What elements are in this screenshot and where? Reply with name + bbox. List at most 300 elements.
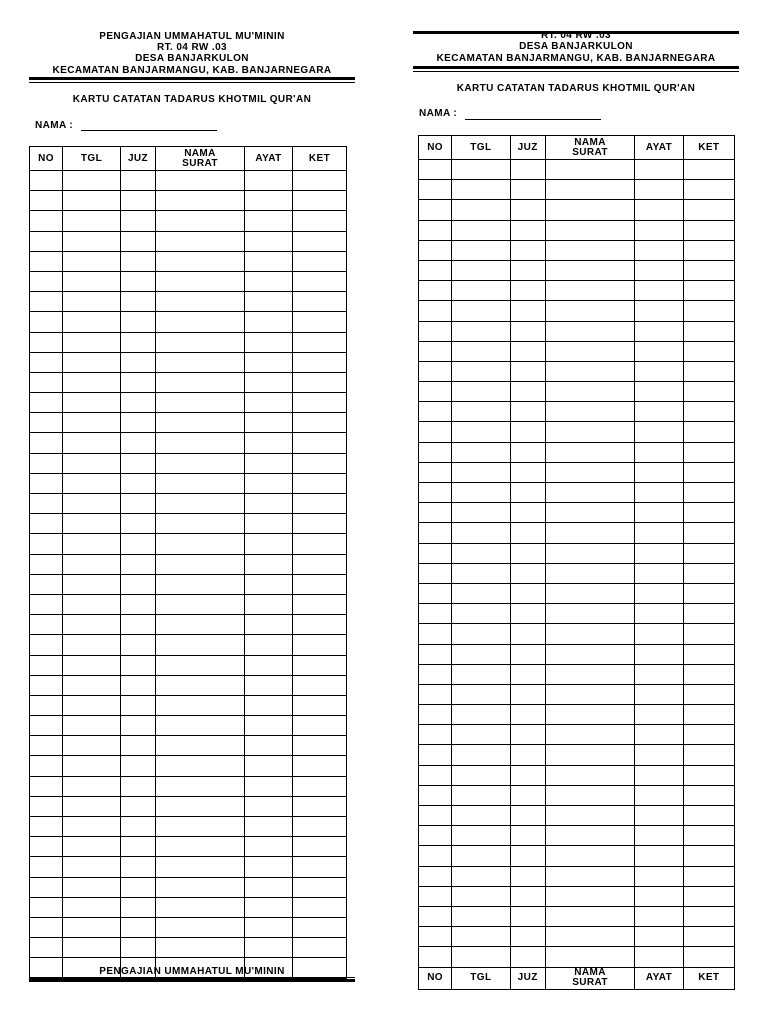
left-table-cell[interactable] (121, 655, 156, 675)
left-table-cell[interactable] (121, 716, 156, 736)
right-table-cell[interactable] (419, 240, 452, 260)
left-table-cell[interactable] (63, 433, 121, 453)
right-table-cell[interactable] (635, 260, 683, 280)
right-table-cell[interactable] (510, 321, 545, 341)
left-table-cell[interactable] (293, 271, 347, 291)
left-table-cell[interactable] (63, 393, 121, 413)
right-table-cell[interactable] (510, 947, 545, 967)
left-table-cell[interactable] (156, 594, 245, 614)
right-table-cell[interactable] (510, 866, 545, 886)
left-table-cell[interactable] (121, 817, 156, 837)
right-table-cell[interactable] (419, 886, 452, 906)
right-table-cell[interactable] (545, 684, 635, 704)
left-table-cell[interactable] (63, 211, 121, 231)
right-table-cell[interactable] (635, 382, 683, 402)
left-table-cell[interactable] (293, 352, 347, 372)
left-table-cell[interactable] (156, 534, 245, 554)
left-table-cell[interactable] (245, 877, 293, 897)
right-table-cell[interactable] (419, 947, 452, 967)
left-table-cell[interactable] (293, 312, 347, 332)
left-table-cell[interactable] (63, 473, 121, 493)
left-table-cell[interactable] (63, 171, 121, 191)
left-table-cell[interactable] (245, 776, 293, 796)
left-table-cell[interactable] (293, 494, 347, 514)
left-table-cell[interactable] (156, 635, 245, 655)
left-table-cell[interactable] (30, 655, 63, 675)
left-table-cell[interactable] (156, 171, 245, 191)
right-table-cell[interactable] (510, 361, 545, 381)
right-table-cell[interactable] (683, 684, 734, 704)
left-table-cell[interactable] (156, 817, 245, 837)
right-table-cell[interactable] (545, 604, 635, 624)
right-table-cell[interactable] (683, 906, 734, 926)
left-table-cell[interactable] (30, 817, 63, 837)
right-table-cell[interactable] (683, 927, 734, 947)
left-table-cell[interactable] (156, 494, 245, 514)
left-table-cell[interactable] (30, 231, 63, 251)
left-table-cell[interactable] (63, 615, 121, 635)
left-table-cell[interactable] (293, 514, 347, 534)
right-table-cell[interactable] (419, 583, 452, 603)
right-table-cell[interactable] (419, 846, 452, 866)
left-table-cell[interactable] (30, 393, 63, 413)
right-table-cell[interactable] (510, 402, 545, 422)
left-table-cell[interactable] (63, 675, 121, 695)
right-table-cell[interactable] (635, 644, 683, 664)
right-table-cell[interactable] (635, 664, 683, 684)
right-table-cell[interactable] (452, 604, 510, 624)
left-table-cell[interactable] (156, 393, 245, 413)
left-table-cell[interactable] (30, 191, 63, 211)
right-table-cell[interactable] (545, 906, 635, 926)
left-table-cell[interactable] (245, 514, 293, 534)
left-table-cell[interactable] (121, 473, 156, 493)
left-table-cell[interactable] (121, 271, 156, 291)
right-table-cell[interactable] (683, 160, 734, 180)
left-table-cell[interactable] (156, 191, 245, 211)
left-table-cell[interactable] (156, 413, 245, 433)
right-table-cell[interactable] (452, 846, 510, 866)
right-table-cell[interactable] (683, 846, 734, 866)
left-table-cell[interactable] (293, 231, 347, 251)
left-table-cell[interactable] (245, 312, 293, 332)
left-table-cell[interactable] (121, 251, 156, 271)
right-table-cell[interactable] (635, 927, 683, 947)
left-table-cell[interactable] (63, 372, 121, 392)
right-table-cell[interactable] (419, 361, 452, 381)
right-table-cell[interactable] (635, 947, 683, 967)
right-table-cell[interactable] (419, 745, 452, 765)
right-table-cell[interactable] (510, 220, 545, 240)
left-table-cell[interactable] (156, 655, 245, 675)
right-table-cell[interactable] (510, 725, 545, 745)
left-table-cell[interactable] (245, 817, 293, 837)
right-table-cell[interactable] (510, 846, 545, 866)
right-table-cell[interactable] (510, 765, 545, 785)
left-table-cell[interactable] (245, 695, 293, 715)
left-table-cell[interactable] (156, 554, 245, 574)
right-table-cell[interactable] (419, 684, 452, 704)
right-table-cell[interactable] (419, 382, 452, 402)
left-table-cell[interactable] (63, 796, 121, 816)
left-table-cell[interactable] (121, 171, 156, 191)
left-table-cell[interactable] (63, 534, 121, 554)
right-table-cell[interactable] (510, 906, 545, 926)
left-table-cell[interactable] (30, 352, 63, 372)
right-table-cell[interactable] (635, 725, 683, 745)
left-table-cell[interactable] (293, 897, 347, 917)
right-table-cell[interactable] (452, 563, 510, 583)
left-table-cell[interactable] (156, 433, 245, 453)
right-table-cell[interactable] (510, 806, 545, 826)
left-table-cell[interactable] (245, 655, 293, 675)
right-table-cell[interactable] (683, 361, 734, 381)
left-table-cell[interactable] (293, 817, 347, 837)
right-table-cell[interactable] (510, 462, 545, 482)
right-table-cell[interactable] (545, 664, 635, 684)
left-table-cell[interactable] (63, 292, 121, 312)
right-table-cell[interactable] (452, 462, 510, 482)
right-table-cell[interactable] (452, 260, 510, 280)
left-table-cell[interactable] (121, 211, 156, 231)
left-table-cell[interactable] (30, 635, 63, 655)
right-table-cell[interactable] (545, 725, 635, 745)
right-table-cell[interactable] (510, 624, 545, 644)
right-table-cell[interactable] (635, 402, 683, 422)
right-table-cell[interactable] (635, 604, 683, 624)
left-table-cell[interactable] (30, 312, 63, 332)
right-table-cell[interactable] (510, 785, 545, 805)
left-table-cell[interactable] (63, 655, 121, 675)
left-table-cell[interactable] (30, 716, 63, 736)
left-table-cell[interactable] (245, 716, 293, 736)
left-table-cell[interactable] (245, 332, 293, 352)
right-table-cell[interactable] (452, 927, 510, 947)
right-table-cell[interactable] (510, 826, 545, 846)
left-table-cell[interactable] (293, 191, 347, 211)
left-table-cell[interactable] (121, 312, 156, 332)
right-table-cell[interactable] (419, 826, 452, 846)
right-table-cell[interactable] (683, 806, 734, 826)
left-table-cell[interactable] (63, 736, 121, 756)
right-table-cell[interactable] (545, 281, 635, 301)
right-table-cell[interactable] (545, 442, 635, 462)
left-table-cell[interactable] (293, 655, 347, 675)
left-table-cell[interactable] (245, 594, 293, 614)
right-table-cell[interactable] (635, 301, 683, 321)
right-table-cell[interactable] (683, 765, 734, 785)
left-table-cell[interactable] (156, 736, 245, 756)
right-table-cell[interactable] (635, 583, 683, 603)
left-table-cell[interactable] (30, 372, 63, 392)
right-table-cell[interactable] (545, 321, 635, 341)
left-table-cell[interactable] (293, 473, 347, 493)
right-table-cell[interactable] (545, 503, 635, 523)
right-table-cell[interactable] (452, 180, 510, 200)
left-table-cell[interactable] (121, 292, 156, 312)
right-table-cell[interactable] (545, 785, 635, 805)
left-table-cell[interactable] (293, 554, 347, 574)
left-table-cell[interactable] (293, 837, 347, 857)
left-table-cell[interactable] (63, 837, 121, 857)
right-table-cell[interactable] (545, 705, 635, 725)
left-table-cell[interactable] (30, 413, 63, 433)
right-table-cell[interactable] (635, 341, 683, 361)
left-table-cell[interactable] (63, 494, 121, 514)
right-table-cell[interactable] (635, 886, 683, 906)
left-table-cell[interactable] (30, 171, 63, 191)
left-table-cell[interactable] (63, 453, 121, 473)
left-table-cell[interactable] (121, 191, 156, 211)
left-table-cell[interactable] (30, 897, 63, 917)
right-table-cell[interactable] (510, 240, 545, 260)
right-table-cell[interactable] (635, 220, 683, 240)
left-table-cell[interactable] (63, 554, 121, 574)
right-table-cell[interactable] (419, 260, 452, 280)
right-table-cell[interactable] (635, 240, 683, 260)
right-table-cell[interactable] (545, 361, 635, 381)
left-table-cell[interactable] (156, 453, 245, 473)
right-table-cell[interactable] (452, 382, 510, 402)
left-table-cell[interactable] (30, 594, 63, 614)
left-table-cell[interactable] (121, 675, 156, 695)
right-table-cell[interactable] (635, 523, 683, 543)
right-table-cell[interactable] (545, 806, 635, 826)
left-table-cell[interactable] (293, 756, 347, 776)
left-table-cell[interactable] (63, 897, 121, 917)
left-table-cell[interactable] (30, 776, 63, 796)
right-table-cell[interactable] (452, 725, 510, 745)
left-table-cell[interactable] (156, 352, 245, 372)
left-table-cell[interactable] (293, 372, 347, 392)
left-table-cell[interactable] (293, 736, 347, 756)
right-table-cell[interactable] (452, 806, 510, 826)
left-table-cell[interactable] (30, 736, 63, 756)
left-table-cell[interactable] (63, 251, 121, 271)
left-table-cell[interactable] (63, 352, 121, 372)
left-table-cell[interactable] (156, 251, 245, 271)
left-table-cell[interactable] (30, 292, 63, 312)
right-table-cell[interactable] (452, 281, 510, 301)
right-table-cell[interactable] (452, 684, 510, 704)
right-table-cell[interactable] (452, 583, 510, 603)
left-table-cell[interactable] (245, 635, 293, 655)
left-table-cell[interactable] (245, 352, 293, 372)
right-table-cell[interactable] (545, 422, 635, 442)
left-table-cell[interactable] (245, 271, 293, 291)
left-table-cell[interactable] (121, 796, 156, 816)
right-table-cell[interactable] (545, 846, 635, 866)
left-table-cell[interactable] (63, 817, 121, 837)
left-table-cell[interactable] (293, 393, 347, 413)
right-table-cell[interactable] (635, 846, 683, 866)
right-table-cell[interactable] (452, 361, 510, 381)
left-table-cell[interactable] (245, 938, 293, 958)
left-table-cell[interactable] (121, 534, 156, 554)
left-table-cell[interactable] (245, 171, 293, 191)
right-table-cell[interactable] (545, 745, 635, 765)
left-table-cell[interactable] (245, 393, 293, 413)
left-table-cell[interactable] (63, 938, 121, 958)
right-table-cell[interactable] (635, 543, 683, 563)
right-table-cell[interactable] (635, 422, 683, 442)
left-table-cell[interactable] (245, 554, 293, 574)
right-table-cell[interactable] (452, 200, 510, 220)
left-table-cell[interactable] (30, 473, 63, 493)
left-table-cell[interactable] (156, 877, 245, 897)
right-table-cell[interactable] (683, 947, 734, 967)
left-table-cell[interactable] (121, 938, 156, 958)
left-table-cell[interactable] (121, 857, 156, 877)
right-table-cell[interactable] (545, 240, 635, 260)
right-table-cell[interactable] (545, 866, 635, 886)
right-table-cell[interactable] (452, 947, 510, 967)
right-table-cell[interactable] (545, 543, 635, 563)
left-table-cell[interactable] (156, 917, 245, 937)
left-table-cell[interactable] (121, 554, 156, 574)
left-table-cell[interactable] (293, 635, 347, 655)
left-table-cell[interactable] (245, 191, 293, 211)
left-table-cell[interactable] (63, 574, 121, 594)
right-table-cell[interactable] (510, 745, 545, 765)
left-table-cell[interactable] (245, 756, 293, 776)
right-table-cell[interactable] (635, 563, 683, 583)
right-table-cell[interactable] (452, 422, 510, 442)
left-table-cell[interactable] (245, 736, 293, 756)
right-table-cell[interactable] (452, 301, 510, 321)
left-table-cell[interactable] (293, 534, 347, 554)
right-table-cell[interactable] (635, 321, 683, 341)
right-table-cell[interactable] (452, 483, 510, 503)
right-table-cell[interactable] (545, 382, 635, 402)
right-table-cell[interactable] (683, 402, 734, 422)
right-table-cell[interactable] (683, 260, 734, 280)
right-table-cell[interactable] (419, 301, 452, 321)
right-table-cell[interactable] (452, 765, 510, 785)
right-table-cell[interactable] (452, 160, 510, 180)
left-table-cell[interactable] (30, 271, 63, 291)
left-table-cell[interactable] (63, 271, 121, 291)
right-table-cell[interactable] (452, 886, 510, 906)
right-table-cell[interactable] (635, 200, 683, 220)
right-table-cell[interactable] (635, 826, 683, 846)
left-table-cell[interactable] (156, 716, 245, 736)
right-table-cell[interactable] (510, 301, 545, 321)
left-table-cell[interactable] (245, 615, 293, 635)
left-table-cell[interactable] (156, 312, 245, 332)
left-table-cell[interactable] (245, 574, 293, 594)
left-table-cell[interactable] (245, 837, 293, 857)
right-table-cell[interactable] (510, 442, 545, 462)
right-table-cell[interactable] (683, 826, 734, 846)
left-table-cell[interactable] (293, 171, 347, 191)
left-table-cell[interactable] (156, 514, 245, 534)
right-table-cell[interactable] (419, 200, 452, 220)
right-table-cell[interactable] (545, 826, 635, 846)
left-table-cell[interactable] (30, 837, 63, 857)
left-table-cell[interactable] (30, 453, 63, 473)
right-table-cell[interactable] (683, 866, 734, 886)
left-table-cell[interactable] (245, 231, 293, 251)
left-table-cell[interactable] (293, 857, 347, 877)
right-table-cell[interactable] (635, 785, 683, 805)
left-table-cell[interactable] (121, 332, 156, 352)
right-table-cell[interactable] (635, 906, 683, 926)
left-table-cell[interactable] (245, 917, 293, 937)
left-table-cell[interactable] (121, 453, 156, 473)
right-table-cell[interactable] (635, 705, 683, 725)
right-table-cell[interactable] (419, 725, 452, 745)
left-table-cell[interactable] (30, 514, 63, 534)
right-table-cell[interactable] (510, 341, 545, 361)
right-table-cell[interactable] (683, 583, 734, 603)
right-table-cell[interactable] (452, 624, 510, 644)
left-table-cell[interactable] (293, 675, 347, 695)
left-table-cell[interactable] (245, 453, 293, 473)
right-table-cell[interactable] (452, 785, 510, 805)
right-table-cell[interactable] (510, 382, 545, 402)
right-table-cell[interactable] (419, 624, 452, 644)
left-table-cell[interactable] (156, 231, 245, 251)
right-table-cell[interactable] (545, 483, 635, 503)
right-table-cell[interactable] (419, 160, 452, 180)
left-table-cell[interactable] (30, 917, 63, 937)
left-table-cell[interactable] (121, 736, 156, 756)
left-table-cell[interactable] (156, 332, 245, 352)
left-table-cell[interactable] (121, 494, 156, 514)
right-table-cell[interactable] (545, 624, 635, 644)
left-table-cell[interactable] (245, 433, 293, 453)
right-table-cell[interactable] (510, 422, 545, 442)
right-table-cell[interactable] (510, 664, 545, 684)
left-table-cell[interactable] (30, 433, 63, 453)
left-table-cell[interactable] (245, 473, 293, 493)
left-table-cell[interactable] (121, 756, 156, 776)
left-table-cell[interactable] (156, 271, 245, 291)
left-table-cell[interactable] (245, 897, 293, 917)
right-table-cell[interactable] (419, 664, 452, 684)
left-table-cell[interactable] (63, 695, 121, 715)
right-table-cell[interactable] (683, 664, 734, 684)
right-table-cell[interactable] (419, 402, 452, 422)
right-table-cell[interactable] (683, 705, 734, 725)
right-table-cell[interactable] (683, 543, 734, 563)
left-table-cell[interactable] (245, 796, 293, 816)
right-table-cell[interactable] (635, 866, 683, 886)
right-table-cell[interactable] (419, 806, 452, 826)
left-table-cell[interactable] (30, 251, 63, 271)
right-table-cell[interactable] (419, 180, 452, 200)
right-table-cell[interactable] (419, 644, 452, 664)
right-table-cell[interactable] (510, 180, 545, 200)
left-table-cell[interactable] (63, 191, 121, 211)
right-table-cell[interactable] (683, 503, 734, 523)
left-table-cell[interactable] (245, 251, 293, 271)
right-table-cell[interactable] (683, 281, 734, 301)
left-table-cell[interactable] (293, 574, 347, 594)
left-table-cell[interactable] (293, 695, 347, 715)
left-table-cell[interactable] (30, 615, 63, 635)
right-table-cell[interactable] (419, 543, 452, 563)
right-table-cell[interactable] (635, 180, 683, 200)
left-table-cell[interactable] (121, 393, 156, 413)
right-table-cell[interactable] (510, 523, 545, 543)
right-table-cell[interactable] (683, 604, 734, 624)
right-table-cell[interactable] (545, 563, 635, 583)
left-table-cell[interactable] (30, 695, 63, 715)
left-table-cell[interactable] (156, 615, 245, 635)
right-table-cell[interactable] (635, 624, 683, 644)
